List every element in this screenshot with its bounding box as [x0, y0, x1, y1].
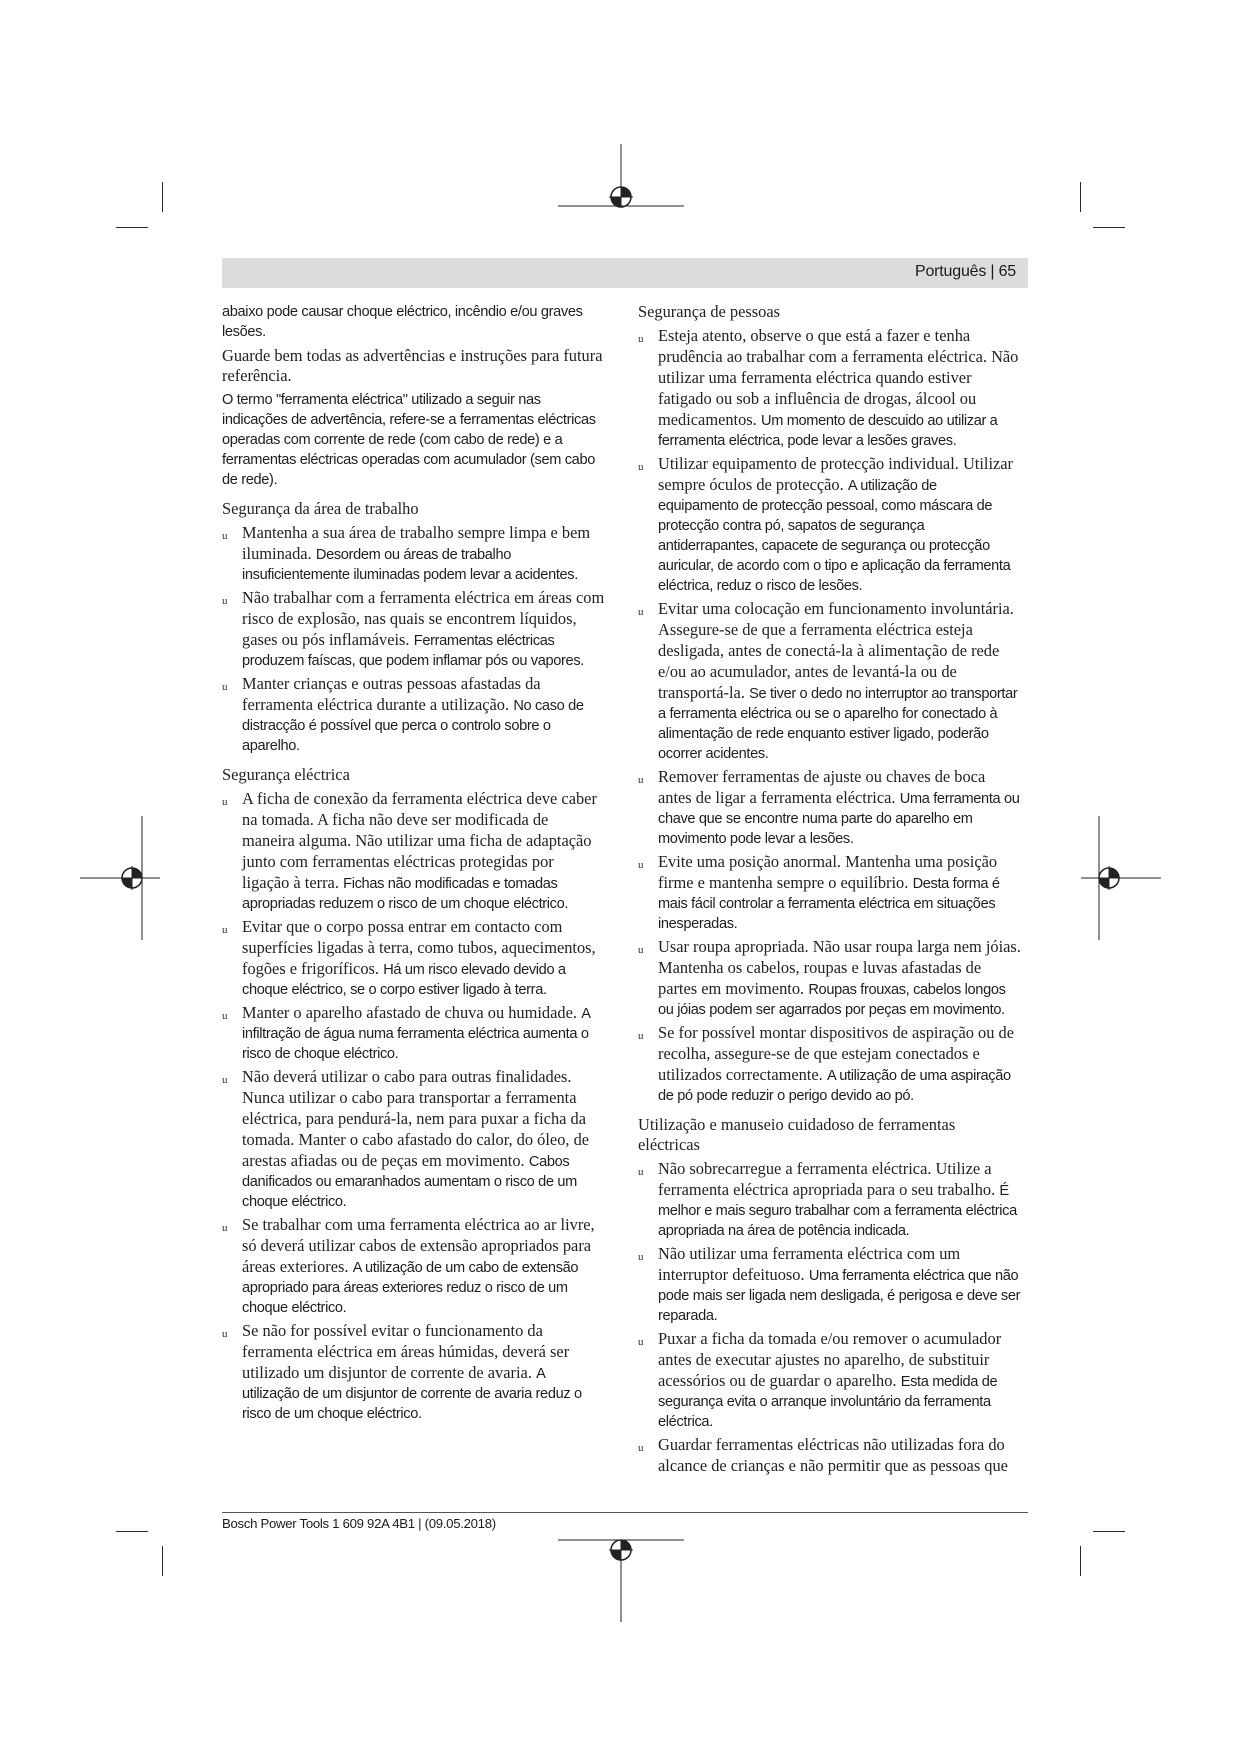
bullet-icon: u	[638, 333, 644, 345]
intro-paragraph: O termo "ferramenta eléctrica" utilizado a seguir nas indicações de advertência, refere-se a ferramentas eléctricas operadas com corrente de rede (com cabo de rede) e a ferramentas eléctricas operadas com acumulador (sem cabo de rede).	[222, 392, 596, 488]
crop-mark	[1080, 1546, 1081, 1576]
left-column	[222, 302, 605, 1427]
list-item	[222, 674, 605, 756]
crop-mark	[1093, 1531, 1125, 1532]
list-item	[638, 1329, 1021, 1432]
section-heading: Segurança de pessoas	[638, 302, 781, 321]
list-item	[222, 789, 605, 914]
item-lead: Esteja atento, observe o que está a fazer e tenha prudência ao trabalhar com a ferramenta eléctrica. Não utilizar uma ferramenta eléctrica quando estiver fatigado ou sob a influência de drogas, álcool ou medicamentos.	[658, 326, 1019, 429]
item-lead: Guardar ferramentas eléctricas não utilizadas fora do alcance de crianças e não permitir que as pessoas que	[658, 1435, 1008, 1475]
right-column	[638, 302, 1021, 1480]
list-item	[222, 1215, 605, 1318]
list-item	[638, 937, 1021, 1020]
list-item	[638, 599, 1021, 764]
item-text: Desta forma é mais fácil controlar a ferramenta eléctrica em situações inesperadas.	[658, 876, 1000, 932]
item-lead: Se trabalhar com uma ferramenta eléctrica ao ar livre, só deverá utilizar cabos de extensão apropriados para áreas exteriores.	[242, 1215, 595, 1276]
page-header-text: Português | 65	[915, 263, 1016, 280]
item-text: Esta medida de segurança evita o arranque involuntário da ferramenta eléctrica.	[658, 1374, 998, 1430]
crop-mark	[1080, 182, 1081, 212]
crop-mark	[116, 1531, 148, 1532]
item-lead: Usar roupa apropriada. Não usar roupa larga nem jóias. Mantenha os cabelos, roupas e luvas afastadas de partes em movimento.	[658, 937, 1021, 998]
item-text: No caso de distracção é possível que perca o controlo sobre o aparelho.	[242, 698, 584, 754]
bullet-icon: u	[638, 1166, 644, 1178]
bullet-icon: u	[638, 1442, 644, 1454]
list-item	[222, 523, 605, 585]
registration-mark-left-icon	[80, 816, 160, 940]
list-item	[638, 852, 1021, 934]
header-language: Português	[915, 263, 987, 280]
bullet-icon: u	[222, 1328, 228, 1340]
footer-rule	[222, 1512, 1028, 1513]
intro-paragraph: Guarde bem todas as advertências e instruções para futura referência.	[222, 346, 603, 385]
bullet-icon: u	[222, 1222, 228, 1234]
list-item	[222, 917, 605, 1000]
item-text: A utilização de um disjuntor de corrente de avaria reduz o risco de um choque eléctrico.	[242, 1366, 582, 1422]
item-lead: Se não for possível evitar o funcionamento da ferramenta eléctrica em áreas húmidas, deverá ser utilizado um disjuntor de corrente de avaria.	[242, 1321, 570, 1382]
bullet-icon: u	[638, 1336, 644, 1348]
registration-mark-top-icon	[558, 144, 684, 238]
item-lead: Utilizar equipamento de protecção individual. Utilizar sempre óculos de protecção.	[658, 454, 1013, 494]
bullet-icon: u	[222, 681, 228, 693]
list-item	[638, 1159, 1021, 1241]
item-lead: Não utilizar uma ferramenta eléctrica com um interruptor defeituoso.	[658, 1244, 961, 1284]
item-text: Um momento de descuido ao utilizar a ferramenta eléctrica, pode levar a lesões graves.	[658, 413, 998, 449]
bullet-icon: u	[638, 1030, 644, 1042]
item-text: Uma ferramenta ou chave que se encontre numa parte do aparelho em movimento pode levar a lesões.	[658, 791, 1020, 847]
crop-mark	[116, 227, 148, 228]
bullet-icon: u	[638, 606, 644, 618]
registration-mark-bottom-icon	[558, 1528, 684, 1622]
page-number: 65	[998, 263, 1016, 280]
item-text: Desordem ou áreas de trabalho insuficientemente iluminadas podem levar a acidentes.	[242, 547, 578, 583]
item-lead: Não trabalhar com a ferramenta eléctrica em áreas com risco de explosão, nas quais se encontrem líquidos, gases ou pós inflamáveis.	[242, 588, 605, 649]
bullet-icon: u	[638, 461, 644, 473]
list-item	[222, 1321, 605, 1424]
list-item	[638, 767, 1021, 849]
list-item	[638, 1435, 1021, 1477]
page-header	[222, 258, 1028, 288]
list-item	[222, 1003, 605, 1064]
list-item	[638, 1244, 1021, 1326]
item-lead: Evite uma posição anormal. Mantenha uma posição firme e mantenha sempre o equilíbrio.	[658, 852, 998, 892]
item-lead: Evitar uma colocação em funcionamento involuntária. Assegure-se de que a ferramenta eléctrica esteja desligada, antes de conectá-la à alimentação de rede e/ou ao acumulador, antes de levantá-la ou de transportá-la.	[658, 599, 1014, 702]
list-item	[222, 588, 605, 671]
bullet-icon: u	[638, 859, 644, 871]
bullet-icon: u	[222, 1074, 228, 1086]
item-lead: Puxar a ficha da tomada e/ou remover o acumulador antes de executar ajustes no aparelho, de substituir acessórios ou de guardar o aparelho.	[658, 1329, 1002, 1390]
bullet-icon: u	[638, 944, 644, 956]
bullet-icon: u	[222, 530, 228, 542]
section-heading: Segurança da área de trabalho	[222, 499, 419, 518]
item-lead: Se for possível montar dispositivos de aspiração ou de recolha, assegure-se de que estejam conectados e utilizados correctamente.	[658, 1023, 1014, 1084]
item-lead: Manter o aparelho afastado de chuva ou humidade.	[242, 1003, 577, 1022]
registration-mark-right-icon	[1081, 816, 1161, 940]
item-lead: Não sobrecarregue a ferramenta eléctrica. Utilize a ferramenta eléctrica apropriada para o seu trabalho.	[658, 1159, 996, 1199]
item-lead: Evitar que o corpo possa entrar em contacto com superfícies ligadas à terra, como tubos, aquecimentos, fogões e frigoríficos.	[242, 917, 596, 978]
item-text: A infiltração de água numa ferramenta eléctrica aumenta o risco de choque eléctrico.	[242, 1006, 590, 1062]
bullet-icon: u	[222, 924, 228, 936]
item-text: Roupas frouxas, cabelos longos ou jóias podem ser agarrados por peças em movimento.	[658, 982, 1006, 1018]
item-lead: Manter crianças e outras pessoas afastadas da ferramenta eléctrica durante a utilização.	[242, 674, 541, 714]
item-text: A utilização de equipamento de protecção pessoal, como máscara de protecção contra pó, sapatos de segurança antiderrapantes, capacete de segurança ou protecção auricular, de acordo com o tipo e aplicação da ferramenta eléctrica, reduz o risco de lesões.	[658, 478, 1011, 594]
crop-mark	[162, 1546, 163, 1576]
bullet-icon: u	[638, 1251, 644, 1263]
list-item	[638, 1023, 1021, 1106]
bullet-icon: u	[638, 774, 644, 786]
item-lead: Não deverá utilizar o cabo para outras finalidades. Nunca utilizar o cabo para transportar a ferramenta eléctrica, para pendurá-la, nem para puxar a ficha da tomada. Manter o cabo afastado do calor, do óleo, de arestas afiadas ou de peças em movimento.	[242, 1067, 590, 1170]
item-text: A utilização de um cabo de extensão apropriado para áreas exteriores reduz o risco de um choque eléctrico.	[242, 1260, 579, 1316]
crop-mark	[162, 182, 163, 212]
bullet-icon: u	[222, 1010, 228, 1022]
list-item	[638, 326, 1021, 451]
item-text: Se tiver o dedo no interruptor ao transportar a ferramenta eléctrica ou se o aparelho for conectado à alimentação de rede enquanto estiver ligado, poderão ocorrer acidentes.	[658, 686, 1018, 762]
item-text: É melhor e mais seguro trabalhar com a ferramenta eléctrica apropriada na área de potência indicada.	[658, 1183, 1017, 1239]
section-heading: Utilização e manuseio cuidadoso de ferramentas eléctricas	[638, 1115, 956, 1154]
bullet-icon: u	[222, 796, 228, 808]
item-lead: Mantenha a sua área de trabalho sempre limpa e bem iluminada.	[242, 523, 591, 563]
item-text: Ferramentas eléctricas produzem faíscas, que podem inflamar pós ou vapores.	[242, 633, 584, 669]
item-lead: A ficha de conexão da ferramenta eléctrica deve caber na tomada. A ficha não deve ser modificada de maneira alguma. Não utilizar uma ficha de adaptação junto com ferramentas eléctricas protegidas por ligação à terra.	[242, 789, 597, 892]
section-heading: Segurança eléctrica	[222, 765, 350, 784]
bullet-icon: u	[222, 595, 228, 607]
crop-mark	[1093, 227, 1125, 228]
intro-paragraph: abaixo pode causar choque eléctrico, incêndio e/ou graves lesões.	[222, 304, 583, 340]
item-text: Cabos danificados ou emaranhados aumentam o risco de um choque eléctrico.	[242, 1154, 577, 1210]
item-text: A utilização de uma aspiração de pó pode reduzir o perigo devido ao pó.	[658, 1068, 1011, 1104]
item-text: Há um risco elevado devido a choque eléctrico, se o corpo estiver ligado à terra.	[242, 962, 566, 998]
item-text: Fichas não modificadas e tomadas apropriadas reduzem o risco de um choque eléctrico.	[242, 876, 569, 912]
list-item	[222, 1067, 605, 1212]
item-text: Uma ferramenta eléctrica que não pode mais ser ligada nem desligada, é perigosa e deve ser reparada.	[658, 1268, 1021, 1324]
page-footer: Bosch Power Tools 1 609 92A 4B1 | (09.05.2018)	[222, 1516, 496, 1531]
item-lead: Remover ferramentas de ajuste ou chaves de boca antes de ligar a ferramenta eléctrica.	[658, 767, 986, 807]
list-item	[638, 454, 1021, 596]
